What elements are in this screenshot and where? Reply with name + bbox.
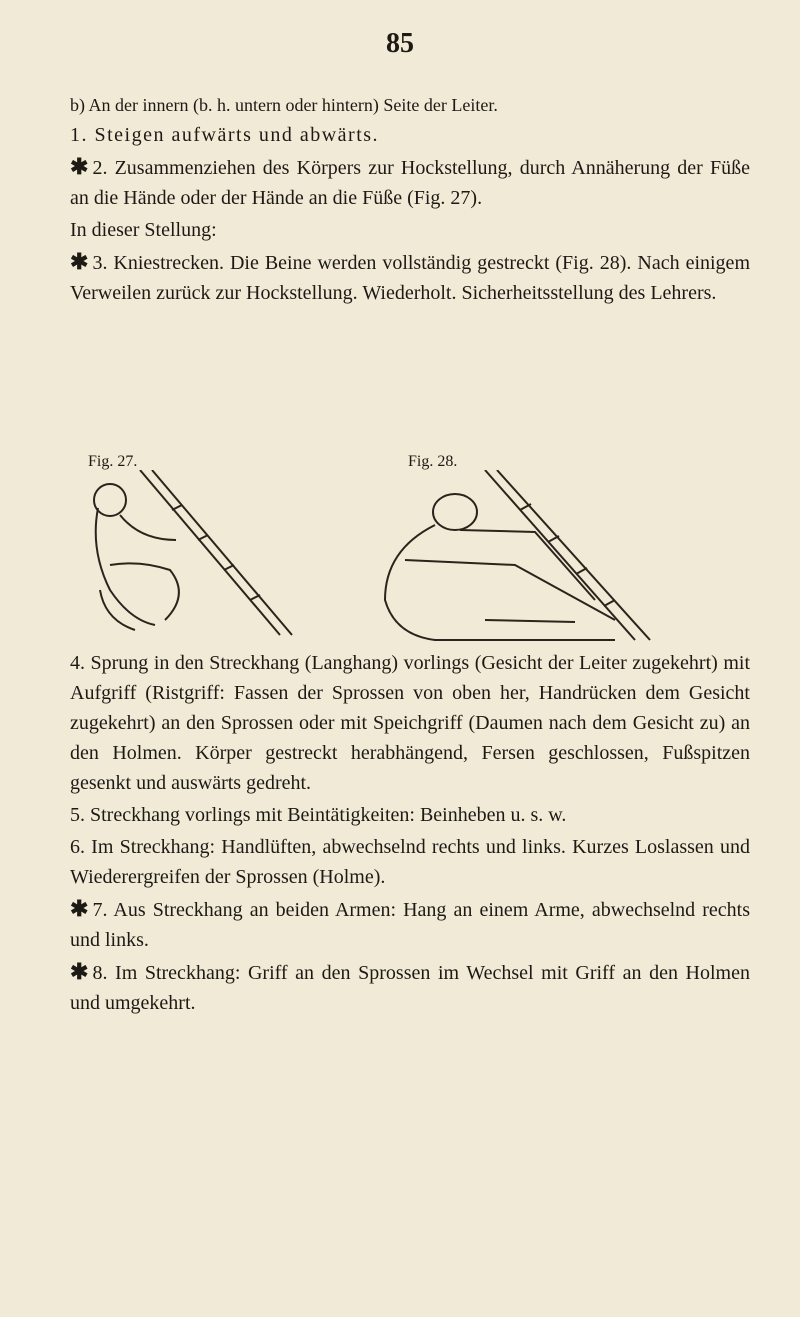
fig-28-illustration <box>365 470 665 645</box>
asterisk-icon: ✱ <box>70 959 89 984</box>
ladder-stretch-drawing <box>365 470 665 645</box>
exercise-8-paragraph <box>70 957 750 1018</box>
exercise-3-paragraph <box>70 247 750 308</box>
exercise-3: 3. Kniestrecken. Die Beine werden vollständig gestreckt (Fig. 28). Nach einigem Verweilen zurück zur Hockstellung. Wiederholt. Sicherheitsstellung des Lehrers. <box>70 252 750 304</box>
head <box>94 484 126 516</box>
asterisk-icon: ✱ <box>70 896 89 921</box>
in-dieser-stellung: In dieser Stellung: <box>70 219 217 241</box>
exercise-5: 5. Streckhang vorlings mit Beintätigkeiten: Beinheben u. s. w. <box>70 804 567 826</box>
exercise-4: 4. Sprung in den Streckhang (Langhang) vorlings (Gesicht der Leiter zugekehrt) mit Aufgriff (Ristgriff: Fassen der Sprossen von oben her, Handrücken dem Gesicht zugekehrt) an den Sprossen oder mit Speichgriff (Daumen nach dem Gesicht zu) an den Holmen. Körper gestreckt herabhängend, Fersen geschlossen, Fußspitzen gesenkt und auswärts gedreht. <box>70 652 750 794</box>
ladder-crouch-drawing <box>80 470 300 640</box>
exercise-7: 7. Aus Streckhang an beiden Armen: Hang an einem Arme, abwechselnd rechts und links. <box>70 899 750 951</box>
exercise-1: 1. Steigen aufwärts und abwärts. <box>70 124 380 146</box>
page-number: 85 <box>386 28 414 59</box>
exercise-2-paragraph <box>70 152 750 213</box>
exercise-6: 6. Im Streckhang: Handlüften, abwechselnd rechts und links. Kurzes Loslassen und Wiederergreifen der Sprossen (Holme). <box>70 836 750 888</box>
lower-text <box>70 648 750 1020</box>
exercise-7-paragraph <box>70 894 750 955</box>
exercise-8: 8. Im Streckhang: Griff an den Sprossen im Wechsel mit Griff an den Holmen und umgekehrt. <box>70 962 750 1014</box>
ladder-rail <box>485 470 635 640</box>
fig-27-caption: Fig. 27. <box>88 453 138 470</box>
fig-28-caption: Fig. 28. <box>408 453 458 470</box>
fig-27-illustration <box>80 470 300 640</box>
asterisk-icon: ✱ <box>70 154 89 179</box>
upper-text <box>70 92 750 310</box>
asterisk-icon: ✱ <box>70 249 89 274</box>
exercise-2: 2. Zusammenziehen des Körpers zur Hockstellung, durch Annäherung der Füße an die Hände oder der Hände an die Füße (Fig. 27). <box>70 157 750 209</box>
section-heading-b: b) An der innern (b. h. untern oder hintern) Seite der Leiter. <box>70 95 498 115</box>
ladder-rail <box>497 470 650 640</box>
ladder-rail <box>140 470 280 635</box>
head <box>433 494 477 530</box>
